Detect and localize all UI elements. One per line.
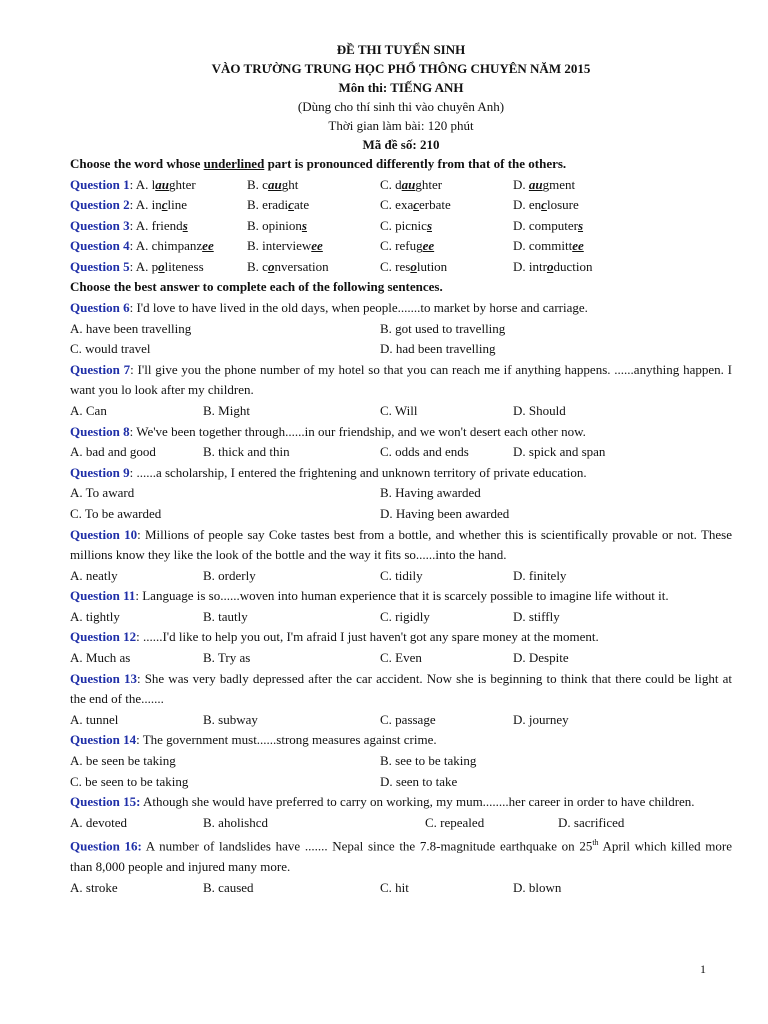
- option-d[interactable]: D. blown: [513, 879, 562, 895]
- option-d[interactable]: D. stiffly: [513, 608, 560, 624]
- option-b[interactable]: B. got used to travelling: [380, 320, 506, 336]
- option-c[interactable]: C. To be awarded: [70, 505, 162, 521]
- page-number: 1: [700, 962, 706, 976]
- question-label: Question 1: [70, 176, 130, 192]
- question-15: Question 15: Athough she would have preferred to carry on working, my mum........her career in order to have children.: [70, 794, 695, 810]
- question-7: Question 7: I'll give you the phone number of my hotel so that you can reach me if anything happens. ......anything happen. I want you lo look after my children.: [70, 361, 732, 398]
- question-11-options: [70, 607, 732, 628]
- exam-title: ĐỀ THI TUYỂN SINH: [336, 42, 466, 57]
- option-c[interactable]: C. tidily: [380, 567, 423, 583]
- option-b[interactable]: B. opinions: [247, 217, 307, 233]
- option-a[interactable]: A. tightly: [70, 608, 120, 624]
- exam-header: [70, 40, 732, 154]
- question-15-options: [70, 813, 732, 834]
- question-6-options: [70, 319, 732, 340]
- option-d[interactable]: D. sacrificed: [558, 814, 625, 830]
- question-13: Question 13: She was very badly depressed after the car accident. Now she is beginning to think that there could be light at the end of the.......: [70, 670, 733, 707]
- question-10: Question 10: Millions of people say Coke tastes best from a bottle, and whether this is scientifically provable or not. These millions know they like the look of the bottle and the way it fits so......into the hand.: [70, 526, 732, 563]
- pronunciation-question: [70, 175, 732, 196]
- question-8: Question 8: We've been together through......in our friendship, and we won't desert each other now.: [70, 423, 586, 439]
- pronunciation-question: [70, 195, 732, 216]
- option-a[interactable]: A. Can: [70, 402, 107, 418]
- option-d[interactable]: D. Despite: [513, 650, 569, 666]
- option-a[interactable]: A. Much as: [70, 650, 131, 666]
- pronunciation-question: [70, 236, 732, 257]
- option-a[interactable]: A. tunnel: [70, 711, 119, 727]
- question-9: Question 9: ......a scholarship, I entered the frightening and unknown territory of private education.: [70, 464, 587, 480]
- question-label: Question 4: [70, 238, 130, 254]
- question-14-options: [70, 751, 732, 772]
- option-a[interactable]: A. be seen be taking: [70, 753, 176, 769]
- question-11: Question 11: Language is so......woven into human experience that it is scarcely possible to imagine life without it.: [70, 588, 669, 604]
- option-d[interactable]: D. journey: [513, 711, 569, 727]
- option-b[interactable]: B. subway: [203, 711, 258, 727]
- exam-page: [70, 40, 732, 899]
- option-d[interactable]: D. committee: [513, 238, 584, 254]
- question-6: Question 6: I'd love to have lived in the old days, when people.......to market by horse and carriage.: [70, 299, 588, 315]
- option-b[interactable]: B. Try as: [203, 650, 251, 666]
- option-c[interactable]: C. exacerbate: [380, 197, 451, 213]
- option-c[interactable]: C. be seen to be taking: [70, 773, 189, 789]
- option-d[interactable]: D. enclosure: [513, 197, 579, 213]
- question-16: Question 16: A number of landslides have ....... Nepal since the 7.8-magnitude earthquake on 25th April which killed more than 8,000 people and injured many more.: [70, 838, 733, 875]
- question-12-options: [70, 648, 732, 669]
- option-d[interactable]: D. computers: [513, 217, 584, 233]
- option-d[interactable]: D. Should: [513, 402, 566, 418]
- option-b[interactable]: B. aholishcd: [203, 814, 268, 830]
- section-2-instruction: Choose the best answer to complete each of the following sentences.: [70, 279, 443, 295]
- option-c[interactable]: C. resolution: [380, 258, 448, 274]
- option-d[interactable]: D. finitely: [513, 567, 567, 583]
- question-12: Question 12: ......I'd like to help you out, I'm afraid I just haven't got any spare money at the moment.: [70, 629, 599, 645]
- question-label: Question 5: [70, 258, 130, 274]
- option-b[interactable]: B. orderly: [203, 567, 256, 583]
- option-c[interactable]: C. passage: [380, 711, 436, 727]
- question-9-options: [70, 483, 732, 504]
- question-8-options: [70, 442, 732, 463]
- option-d[interactable]: D. introduction: [513, 258, 593, 274]
- option-a[interactable]: A. stroke: [70, 879, 118, 895]
- option-a[interactable]: Question 5: A. politeness: [70, 258, 204, 274]
- option-b[interactable]: B. Might: [203, 402, 250, 418]
- option-a[interactable]: A. bad and good: [70, 444, 156, 460]
- option-a[interactable]: Question 1: A. laughter: [70, 176, 196, 192]
- option-b[interactable]: B. conversation: [247, 258, 329, 274]
- option-a[interactable]: Question 4: A. chimpanzee: [70, 238, 214, 254]
- option-c[interactable]: C. rigidly: [380, 608, 430, 624]
- exam-duration: Thời gian làm bài: 120 phút: [328, 118, 474, 133]
- option-c[interactable]: C. picnics: [380, 217, 432, 233]
- option-b[interactable]: B. caused: [203, 879, 254, 895]
- option-c[interactable]: C. Even: [380, 650, 422, 666]
- option-c[interactable]: C. hit: [380, 879, 409, 895]
- option-b[interactable]: B. thick and thin: [203, 444, 290, 460]
- exam-subject: Môn thi: TIẾNG ANH: [338, 80, 464, 95]
- option-b[interactable]: B. tautly: [203, 608, 248, 624]
- option-c[interactable]: C. Will: [380, 402, 418, 418]
- option-a[interactable]: A. To award: [70, 485, 135, 501]
- option-b[interactable]: B. interviewee: [247, 238, 323, 254]
- option-a[interactable]: A. devoted: [70, 814, 128, 830]
- question-label: Question 2: [70, 197, 130, 213]
- option-c[interactable]: C. odds and ends: [380, 444, 469, 460]
- option-a[interactable]: A. have been travelling: [70, 320, 192, 336]
- question-16-options: [70, 878, 732, 899]
- exam-school: VÀO TRƯỜNG TRUNG HỌC PHỔ THÔNG CHUYÊN NĂM 2015: [211, 61, 591, 76]
- question-10-options: [70, 566, 732, 587]
- option-d[interactable]: D. spick and span: [513, 444, 606, 460]
- question-7-options: [70, 401, 732, 422]
- exam-audience: (Dùng cho thí sinh thi vào chuyên Anh): [297, 99, 505, 114]
- option-d[interactable]: D. seen to take: [380, 773, 458, 789]
- pronunciation-question: [70, 257, 732, 278]
- option-a[interactable]: A. neatly: [70, 567, 118, 583]
- option-b[interactable]: B. Having awarded: [380, 485, 481, 501]
- option-c[interactable]: C. refugee: [380, 238, 435, 254]
- option-d[interactable]: D. had been travelling: [380, 341, 496, 357]
- question-14: Question 14: The government must......strong measures against crime.: [70, 732, 437, 748]
- option-a[interactable]: Question 3: A. friends: [70, 217, 188, 233]
- option-c[interactable]: C. repealed: [425, 814, 485, 830]
- option-d[interactable]: D. Having been awarded: [380, 505, 510, 521]
- option-b[interactable]: B. eradicate: [247, 197, 310, 213]
- section-1-instruction: Choose the word whose underlined part is pronounced differently from that of the others.: [70, 156, 567, 171]
- option-b[interactable]: B. caught: [247, 176, 299, 192]
- option-c[interactable]: C. daughter: [380, 176, 443, 192]
- option-d[interactable]: D. augment: [513, 176, 576, 192]
- question-label: Question 3: [70, 217, 130, 233]
- option-a[interactable]: Question 2: A. incline: [70, 197, 188, 213]
- option-c[interactable]: C. would travel: [70, 341, 151, 357]
- pronunciation-questions: [70, 175, 732, 278]
- pronunciation-question: [70, 216, 732, 237]
- exam-code: Mã đề số: 210: [362, 137, 440, 152]
- question-13-options: [70, 710, 732, 731]
- option-b[interactable]: B. see to be taking: [380, 753, 477, 769]
